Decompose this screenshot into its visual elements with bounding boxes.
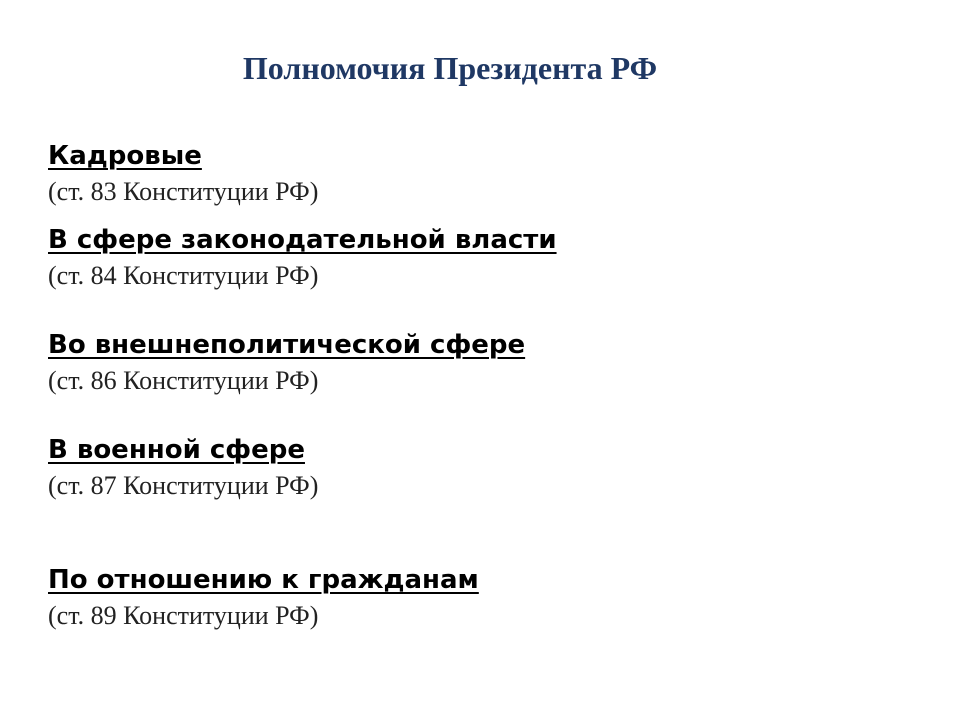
section-heading: В сфере законодательной власти [48,225,557,255]
section-reference: (ст. 84 Конституции РФ) [48,261,319,290]
section-heading: В военной сфере [48,435,305,465]
section-heading: Во внешнеполитической сфере [48,330,526,360]
section-foreign-policy [48,327,525,399]
section-personnel [48,138,318,210]
section-heading: По отношению к гражданам [48,565,479,595]
section-reference: (ст. 86 Конституции РФ) [48,366,319,395]
slide-title: Полномочия Президента РФ [242,50,658,86]
section-reference: (ст. 87 Конституции РФ) [48,471,319,500]
section-legislative [48,222,557,294]
section-military [48,432,318,504]
section-reference: (ст. 83 Конституции РФ) [48,177,319,206]
section-heading: Кадровые [48,141,202,171]
section-citizens [48,562,479,634]
section-reference: (ст. 89 Конституции РФ) [48,601,319,630]
